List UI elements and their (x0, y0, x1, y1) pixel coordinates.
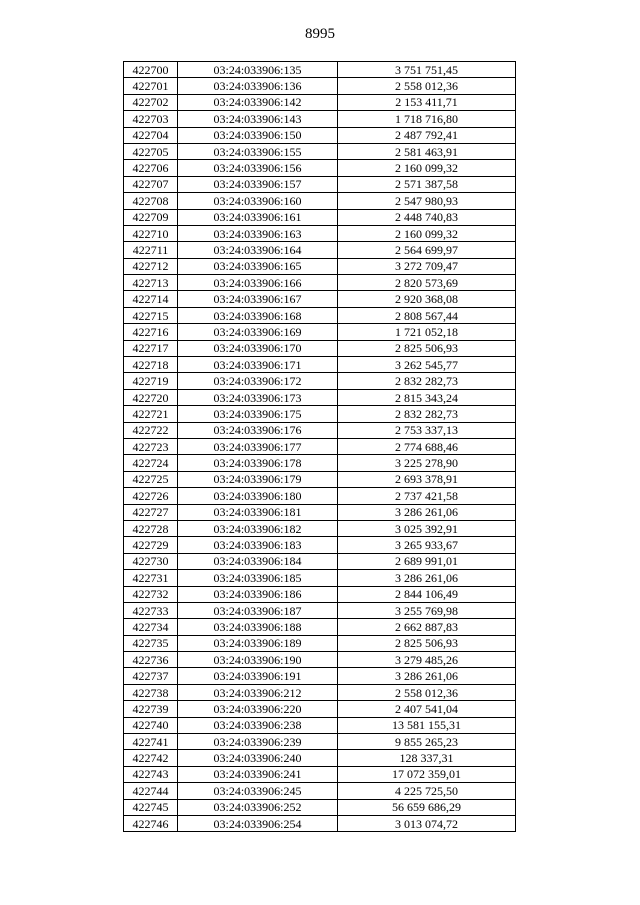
row-number-cell: 422734 (124, 619, 178, 635)
row-number-cell: 422714 (124, 291, 178, 307)
cadastral-number-cell: 03:24:033906:182 (178, 520, 338, 536)
table-row (124, 701, 516, 717)
table-row (124, 570, 516, 586)
row-number-cell: 422728 (124, 520, 178, 536)
cadastral-value-cell: 13 581 155,31 (338, 717, 516, 733)
cadastral-value-cell: 4 225 725,50 (338, 783, 516, 799)
row-number-cell: 422727 (124, 504, 178, 520)
cadastral-value-cell: 2 753 337,13 (338, 422, 516, 438)
row-number-cell: 422700 (124, 62, 178, 78)
cadastral-value-cell: 17 072 359,01 (338, 766, 516, 782)
table-row (124, 734, 516, 750)
cadastral-value-cell: 2 558 012,36 (338, 684, 516, 700)
table-row (124, 766, 516, 782)
row-number-cell: 422736 (124, 652, 178, 668)
cadastral-number-cell: 03:24:033906:187 (178, 602, 338, 618)
cadastral-number-cell: 03:24:033906:170 (178, 340, 338, 356)
cadastral-number-cell: 03:24:033906:220 (178, 701, 338, 717)
cadastral-number-cell: 03:24:033906:150 (178, 127, 338, 143)
row-number-cell: 422740 (124, 717, 178, 733)
cadastral-number-cell: 03:24:033906:241 (178, 766, 338, 782)
cadastral-value-cell: 3 286 261,06 (338, 504, 516, 520)
row-number-cell: 422731 (124, 570, 178, 586)
cadastral-number-cell: 03:24:033906:178 (178, 455, 338, 471)
cadastral-number-cell: 03:24:033906:168 (178, 307, 338, 323)
row-number-cell: 422712 (124, 258, 178, 274)
cadastral-value-cell: 2 832 282,73 (338, 373, 516, 389)
cadastral-number-cell: 03:24:033906:183 (178, 537, 338, 553)
cadastral-value-cell: 2 832 282,73 (338, 406, 516, 422)
row-number-cell: 422744 (124, 783, 178, 799)
table-row (124, 127, 516, 143)
cadastral-value-cell: 2 737 421,58 (338, 488, 516, 504)
row-number-cell: 422730 (124, 553, 178, 569)
row-number-cell: 422741 (124, 734, 178, 750)
table-row (124, 520, 516, 536)
table-row (124, 373, 516, 389)
cadastral-number-cell: 03:24:033906:184 (178, 553, 338, 569)
table-row (124, 602, 516, 618)
cadastral-value-cell: 1 721 052,18 (338, 324, 516, 340)
row-number-cell: 422703 (124, 111, 178, 127)
row-number-cell: 422722 (124, 422, 178, 438)
cadastral-value-cell: 2 689 991,01 (338, 553, 516, 569)
cadastral-value-cell: 2 581 463,91 (338, 143, 516, 159)
cadastral-value-cell: 2 693 378,91 (338, 471, 516, 487)
row-number-cell: 422720 (124, 389, 178, 405)
row-number-cell: 422709 (124, 209, 178, 225)
cadastral-value-cell: 3 013 074,72 (338, 815, 516, 831)
cadastral-value-cell: 3 025 392,91 (338, 520, 516, 536)
table-row (124, 684, 516, 700)
cadastral-value-cell: 3 286 261,06 (338, 668, 516, 684)
cadastral-number-cell: 03:24:033906:136 (178, 78, 338, 94)
cadastral-number-cell: 03:24:033906:240 (178, 750, 338, 766)
table-row (124, 553, 516, 569)
table-row (124, 815, 516, 831)
table-row (124, 193, 516, 209)
cadastral-number-cell: 03:24:033906:164 (178, 242, 338, 258)
cadastral-value-cell: 3 286 261,06 (338, 570, 516, 586)
table-row (124, 357, 516, 373)
page-number: 8995 (305, 26, 335, 42)
cadastral-value-cell: 2 815 343,24 (338, 389, 516, 405)
table-row (124, 488, 516, 504)
table-row (124, 225, 516, 241)
cadastral-number-cell: 03:24:033906:155 (178, 143, 338, 159)
cadastral-number-cell: 03:24:033906:167 (178, 291, 338, 307)
table-row (124, 78, 516, 94)
table-row (124, 275, 516, 291)
cadastral-number-cell: 03:24:033906:239 (178, 734, 338, 750)
table-row (124, 422, 516, 438)
row-number-cell: 422726 (124, 488, 178, 504)
row-number-cell: 422732 (124, 586, 178, 602)
cadastral-number-cell: 03:24:033906:186 (178, 586, 338, 602)
cadastral-value-cell: 3 255 769,98 (338, 602, 516, 618)
cadastral-number-cell: 03:24:033906:175 (178, 406, 338, 422)
cadastral-value-cell: 128 337,31 (338, 750, 516, 766)
cadastral-value-cell: 2 558 012,36 (338, 78, 516, 94)
row-number-cell: 422742 (124, 750, 178, 766)
row-number-cell: 422705 (124, 143, 178, 159)
cadastral-number-cell: 03:24:033906:166 (178, 275, 338, 291)
row-number-cell: 422739 (124, 701, 178, 717)
table-row (124, 717, 516, 733)
cadastral-number-cell: 03:24:033906:173 (178, 389, 338, 405)
cadastral-value-cell: 56 659 686,29 (338, 799, 516, 815)
row-number-cell: 422710 (124, 225, 178, 241)
cadastral-value-cell: 2 160 099,32 (338, 160, 516, 176)
table-row (124, 143, 516, 159)
table-row (124, 291, 516, 307)
row-number-cell: 422745 (124, 799, 178, 815)
cadastral-value-cell: 2 160 099,32 (338, 225, 516, 241)
cadastral-number-cell: 03:24:033906:179 (178, 471, 338, 487)
cadastral-value-cell: 2 825 506,93 (338, 340, 516, 356)
cadastral-number-cell: 03:24:033906:191 (178, 668, 338, 684)
row-number-cell: 422717 (124, 340, 178, 356)
table-row (124, 307, 516, 323)
row-number-cell: 422723 (124, 438, 178, 454)
table-row (124, 799, 516, 815)
row-number-cell: 422746 (124, 815, 178, 831)
row-number-cell: 422716 (124, 324, 178, 340)
cadastral-number-cell: 03:24:033906:176 (178, 422, 338, 438)
cadastral-number-cell: 03:24:033906:161 (178, 209, 338, 225)
cadastral-value-cell: 3 279 485,26 (338, 652, 516, 668)
cadastral-number-cell: 03:24:033906:254 (178, 815, 338, 831)
cadastral-number-cell: 03:24:033906:142 (178, 94, 338, 110)
cadastral-number-cell: 03:24:033906:189 (178, 635, 338, 651)
row-number-cell: 422701 (124, 78, 178, 94)
cadastral-value-cell: 2 662 887,83 (338, 619, 516, 635)
cadastral-number-cell: 03:24:033906:163 (178, 225, 338, 241)
row-number-cell: 422715 (124, 307, 178, 323)
table-row (124, 750, 516, 766)
cadastral-number-cell: 03:24:033906:245 (178, 783, 338, 799)
cadastral-number-cell: 03:24:033906:135 (178, 62, 338, 78)
cadastral-value-cell: 2 564 699,97 (338, 242, 516, 258)
row-number-cell: 422706 (124, 160, 178, 176)
cadastral-value-cell: 2 448 740,83 (338, 209, 516, 225)
cadastral-value-cell: 9 855 265,23 (338, 734, 516, 750)
table-row (124, 242, 516, 258)
table-row (124, 94, 516, 110)
cadastral-value-cell: 2 153 411,71 (338, 94, 516, 110)
row-number-cell: 422743 (124, 766, 178, 782)
row-number-cell: 422719 (124, 373, 178, 389)
row-number-cell: 422707 (124, 176, 178, 192)
table-row (124, 668, 516, 684)
row-number-cell: 422713 (124, 275, 178, 291)
row-number-cell: 422708 (124, 193, 178, 209)
cadastral-value-cell: 3 225 278,90 (338, 455, 516, 471)
table-row (124, 471, 516, 487)
row-number-cell: 422724 (124, 455, 178, 471)
cadastral-value-cell: 2 774 688,46 (338, 438, 516, 454)
cadastral-value-cell: 2 808 567,44 (338, 307, 516, 323)
table-row (124, 652, 516, 668)
table-row (124, 258, 516, 274)
cadastral-number-cell: 03:24:033906:160 (178, 193, 338, 209)
row-number-cell: 422737 (124, 668, 178, 684)
table-row (124, 340, 516, 356)
table-row (124, 176, 516, 192)
row-number-cell: 422738 (124, 684, 178, 700)
table-row (124, 635, 516, 651)
table-row (124, 389, 516, 405)
cadastral-value-cell: 1 718 716,80 (338, 111, 516, 127)
cadastral-number-cell: 03:24:033906:188 (178, 619, 338, 635)
cadastral-number-cell: 03:24:033906:252 (178, 799, 338, 815)
row-number-cell: 422704 (124, 127, 178, 143)
cadastral-number-cell: 03:24:033906:212 (178, 684, 338, 700)
cadastral-value-table (123, 61, 516, 832)
cadastral-value-cell: 2 571 387,58 (338, 176, 516, 192)
cadastral-number-cell: 03:24:033906:177 (178, 438, 338, 454)
row-number-cell: 422702 (124, 94, 178, 110)
cadastral-number-cell: 03:24:033906:157 (178, 176, 338, 192)
row-number-cell: 422711 (124, 242, 178, 258)
cadastral-number-cell: 03:24:033906:190 (178, 652, 338, 668)
table-row (124, 537, 516, 553)
cadastral-value-cell: 2 920 368,08 (338, 291, 516, 307)
row-number-cell: 422725 (124, 471, 178, 487)
row-number-cell: 422735 (124, 635, 178, 651)
cadastral-value-cell: 2 407 541,04 (338, 701, 516, 717)
table-row (124, 504, 516, 520)
cadastral-value-cell: 3 272 709,47 (338, 258, 516, 274)
cadastral-value-cell: 3 751 751,45 (338, 62, 516, 78)
table-row (124, 209, 516, 225)
cadastral-value-cell: 3 265 933,67 (338, 537, 516, 553)
table-row (124, 160, 516, 176)
cadastral-value-cell: 2 487 792,41 (338, 127, 516, 143)
cadastral-number-cell: 03:24:033906:172 (178, 373, 338, 389)
cadastral-number-cell: 03:24:033906:165 (178, 258, 338, 274)
cadastral-number-cell: 03:24:033906:171 (178, 357, 338, 373)
table-row (124, 619, 516, 635)
cadastral-value-cell: 2 820 573,69 (338, 275, 516, 291)
table-row (124, 783, 516, 799)
row-number-cell: 422718 (124, 357, 178, 373)
cadastral-number-cell: 03:24:033906:180 (178, 488, 338, 504)
table-row (124, 455, 516, 471)
table-row (124, 324, 516, 340)
cadastral-number-cell: 03:24:033906:181 (178, 504, 338, 520)
cadastral-number-cell: 03:24:033906:143 (178, 111, 338, 127)
cadastral-value-cell: 2 825 506,93 (338, 635, 516, 651)
cadastral-value-cell: 3 262 545,77 (338, 357, 516, 373)
row-number-cell: 422729 (124, 537, 178, 553)
table-row (124, 111, 516, 127)
row-number-cell: 422733 (124, 602, 178, 618)
cadastral-value-cell: 2 547 980,93 (338, 193, 516, 209)
cadastral-value-cell: 2 844 106,49 (338, 586, 516, 602)
cadastral-number-cell: 03:24:033906:169 (178, 324, 338, 340)
cadastral-number-cell: 03:24:033906:185 (178, 570, 338, 586)
table-row (124, 438, 516, 454)
table-row (124, 62, 516, 78)
row-number-cell: 422721 (124, 406, 178, 422)
table-row (124, 406, 516, 422)
table-body (124, 62, 516, 832)
cadastral-number-cell: 03:24:033906:238 (178, 717, 338, 733)
table-row (124, 586, 516, 602)
cadastral-number-cell: 03:24:033906:156 (178, 160, 338, 176)
